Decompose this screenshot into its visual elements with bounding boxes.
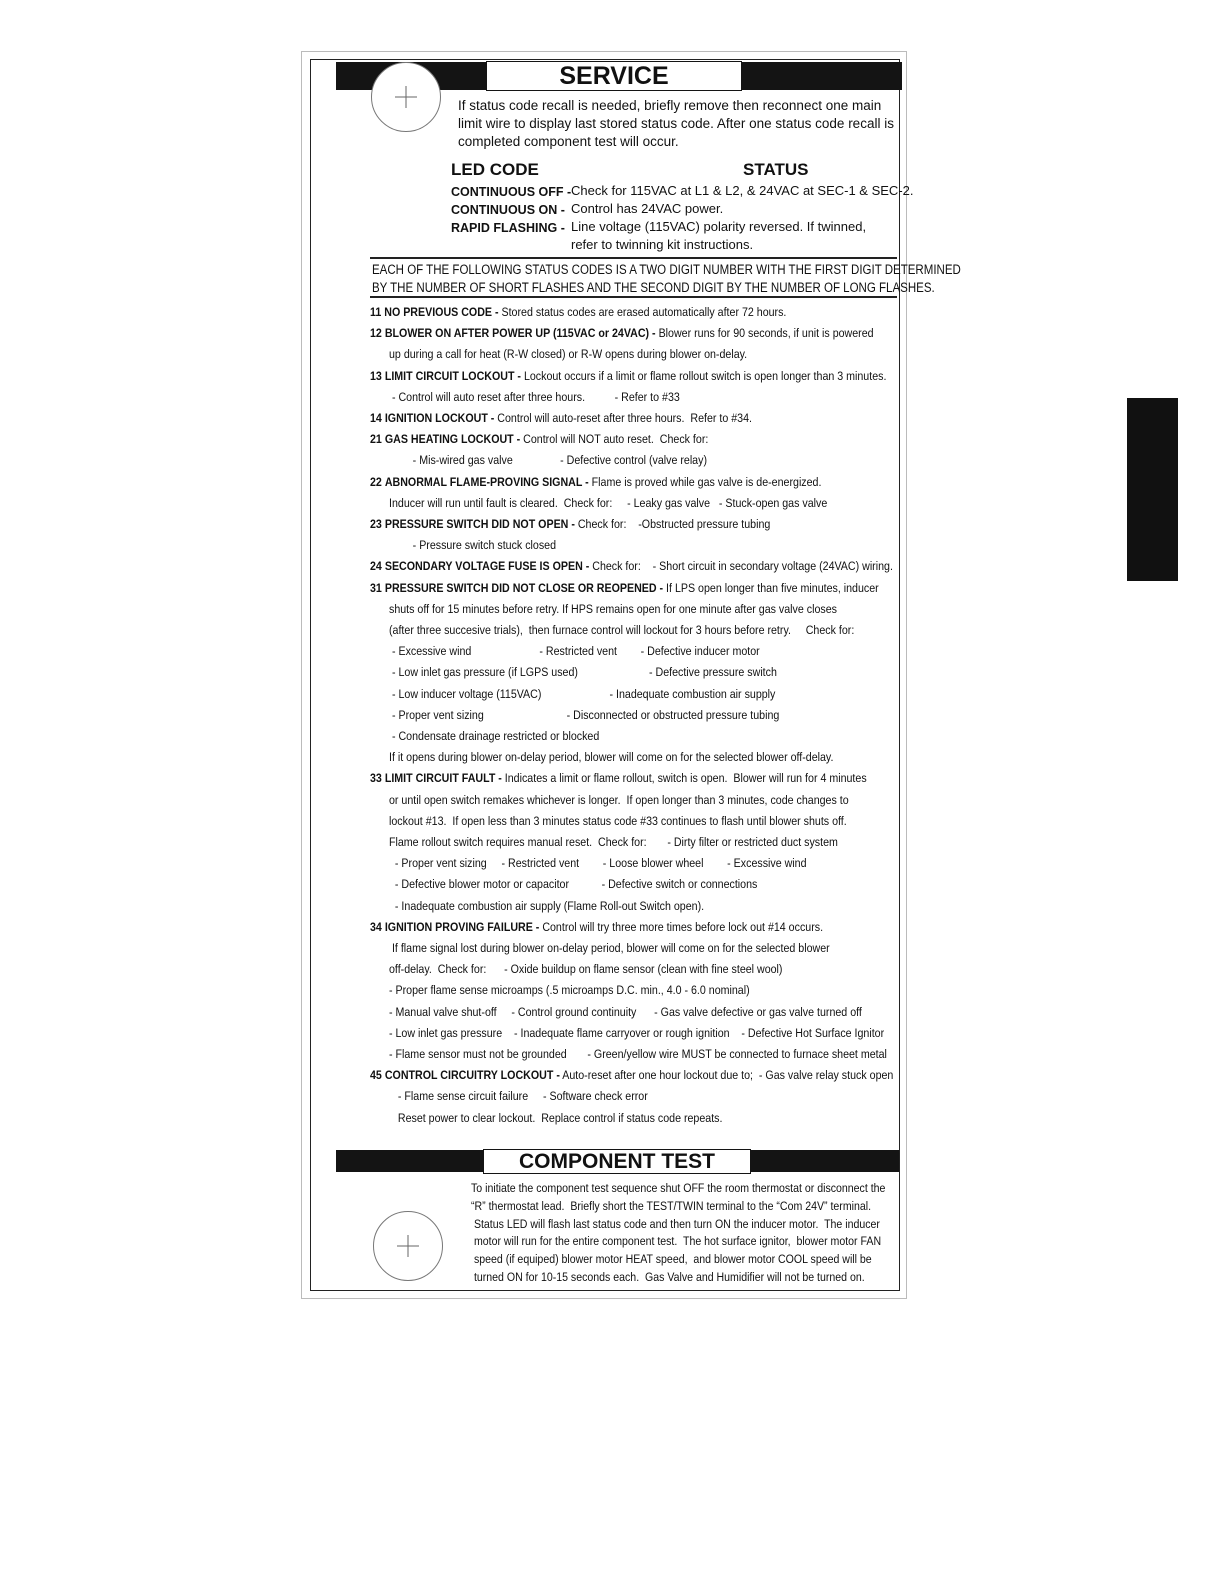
component-test-title: COMPONENT TEST [483,1149,751,1174]
status-code-description: Flame rollout switch requires manual reset. Check for: - Dirty filter or restricted duct system [389,835,838,849]
status-code-number: 11 [370,305,382,319]
status-code-number: 34 [370,919,382,934]
status-code-title: PRESSURE SWITCH DID NOT CLOSE OR REOPENED - [384,580,664,595]
component-test-line: speed (if equiped) blower motor HEAT speed, and blower motor COOL speed will be [471,1252,872,1267]
status-code-title: NO PREVIOUS CODE - [384,305,499,319]
status-code-line [389,834,838,850]
status-code-title: PRESSURE SWITCH DID NOT OPEN - [384,517,575,531]
status-code-line [389,1046,887,1062]
status-code-number: 21 [370,432,382,447]
status-code-description: Stored status codes are erased automatically after 72 hours. [498,305,787,319]
page-side-tab [1127,398,1178,581]
status-code-description: off-delay. Check for: - Oxide buildup on flame sensor (clean with fine steel wool) [389,962,783,977]
status-code-title: CONTROL CIRCUITRY LOCKOUT - [384,1068,560,1083]
led-code-header: LED CODE [451,160,539,179]
status-code-line [389,792,849,808]
status-code-line [389,707,779,723]
plus-v [406,86,407,108]
status-code-number: 14 [370,411,382,425]
divider [370,296,897,298]
status-code-description: - Low inducer voltage (115VAC) - Inadequate combustion air supply [389,686,776,701]
status-code-line [389,728,599,744]
status-header: STATUS [743,160,809,179]
status-code-description: or until open switch remakes whichever is longer. If open longer than 3 minutes, code changes to [389,792,849,807]
status-code-line [389,749,833,765]
status-code-line [389,982,750,998]
status-code-line [389,898,704,914]
status-code-number: 33 [370,771,382,786]
led-code: CONTINUOUS ON - [451,203,565,217]
status-code-description: - Low inlet gas pressure (if LGPS used) - Defective pressure switch [389,665,777,680]
status-code-description: Auto-reset after one hour lockout due to; - Gas valve relay stuck open [559,1068,894,1083]
status-code-line [389,855,807,871]
status-code-description: - Excessive wind - Restricted vent - Defective inducer motor [389,644,760,659]
status-code-line [389,622,854,638]
status-code-description: - Proper vent sizing - Restricted vent - Loose blower wheel - Excessive wind [389,856,807,871]
status-code-line [370,410,752,426]
status-code-description: Control will try three more times before lock out #14 occurs. [539,919,824,934]
led-status: refer to twinning kit instructions. [571,237,754,252]
status-code-description: (after three succesive trials), then furnace control will lockout for 3 hours before retry. Check for: [389,623,855,637]
status-code-line [389,346,747,362]
status-code-line [389,495,827,511]
status-code-description: - Proper vent sizing - Disconnected or obstructed pressure tubing [389,707,780,722]
status-code-description: - Flame sensor must not be grounded - Green/yellow wire MUST be connected to furnace sheet metal [389,1047,887,1061]
led-status: Control has 24VAC power. [571,201,724,216]
status-code-title: IGNITION PROVING FAILURE - [384,919,540,934]
explanation-line: BY THE NUMBER OF SHORT FLASHES AND THE SECOND DIGIT BY THE NUMBER OF LONG FLASHES. [372,280,935,295]
status-code-line [389,940,830,956]
plus-v [408,1235,409,1257]
component-test-line: Status LED will flash last status code and then turn ON the inducer motor. The inducer [471,1216,880,1231]
status-code-number: 12 [370,326,382,341]
status-code-number: 31 [370,580,382,595]
status-code-description: - Defective blower motor or capacitor - Defective switch or connections [389,877,758,892]
intro-line: If status code recall is needed, briefly remove then reconnect one main [458,98,882,113]
status-code-line [389,1110,722,1126]
led-code: RAPID FLASHING - [451,221,565,235]
status-code-title: GAS HEATING LOCKOUT - [384,432,521,447]
status-code-description: - Flame sense circuit failure - Software check error [389,1089,648,1104]
status-code-line [389,643,760,659]
status-code-line [370,558,893,574]
status-code-line [389,537,556,553]
component-test-line: turned ON for 10-15 seconds each. Gas Valve and Humidifier will not be turned on. [471,1270,865,1284]
status-code-line [370,516,770,532]
status-code-description: - Control will auto reset after three hours. - Refer to #33 [389,389,680,404]
status-code-description: Reset power to clear lockout. Replace control if status code repeats. [389,1110,723,1125]
component-test-line: motor will run for the entire component test. The hot surface ignitor, blower motor FAN [471,1234,882,1249]
status-code-description: Indicates a limit or flame rollout, switch is open. Blower will run for 4 minutes [501,771,867,786]
status-code-line [389,452,707,468]
led-code: CONTINUOUS OFF - [451,185,572,199]
led-status: Check for 115VAC at L1 & L2, & 24VAC at SEC-1 & SEC-2. [571,183,914,198]
status-code-description: If flame signal lost during blower on-delay period, blower will come on for the selected blower [389,941,830,955]
status-code-description: - Pressure switch stuck closed [389,538,557,553]
status-code-description: Control will auto-reset after three hours. Refer to #34. [494,411,753,425]
intro-line: limit wire to display last stored status code. After one status code recall is [458,116,894,131]
status-code-description: Lockout occurs if a limit or flame rollout switch is open longer than 3 minutes. [520,368,887,383]
status-code-line [389,1004,862,1020]
status-code-title: ABNORMAL FLAME-PROVING SIGNAL - [384,474,589,489]
status-code-line [370,770,867,786]
led-status: Line voltage (115VAC) polarity reversed. If twinned, [571,219,867,234]
status-code-line [370,325,874,341]
status-code-description: up during a call for heat (R-W closed) or R-W opens during blower on-delay. [389,347,748,362]
status-code-line [389,1088,648,1104]
status-code-description: - Low inlet gas pressure - Inadequate flame carryover or rough ignition - Defective Hot Surface Ignitor [389,1025,885,1040]
status-code-title: SECONDARY VOLTAGE FUSE IS OPEN - [384,559,590,574]
status-code-line [389,876,757,892]
status-code-line [389,664,777,680]
status-code-line [389,1025,884,1041]
status-code-line [389,961,782,977]
status-code-title: LIMIT CIRCUIT LOCKOUT - [384,368,521,383]
status-code-line [389,389,680,405]
status-code-number: 13 [370,368,382,383]
status-code-description: Check for: -Obstructed pressure tubing [574,517,771,531]
status-code-number: 23 [370,517,382,531]
status-code-description: - Proper flame sense microamps (.5 microamps D.C. min., 4.0 - 6.0 nominal) [389,983,750,998]
status-code-title: BLOWER ON AFTER POWER UP (115VAC or 24VAC) - [384,326,656,341]
status-code-line [370,368,886,384]
status-code-number: 45 [370,1068,382,1083]
status-code-description: Blower runs for 90 seconds, if unit is powered [655,326,874,341]
service-title: SERVICE [486,61,742,91]
status-code-description: Check for: - Short circuit in secondary voltage (24VAC) wiring. [589,559,893,574]
explanation-line: EACH OF THE FOLLOWING STATUS CODES IS A TWO DIGIT NUMBER WITH THE FIRST DIGIT DETERMINED [372,262,961,277]
status-code-description: Inducer will run until fault is cleared. Check for: - Leaky gas valve - Stuck-open gas valve [389,495,828,510]
test-terminal-circle [373,1211,443,1281]
divider [370,257,897,259]
status-code-line [370,919,823,935]
status-code-description: lockout #13. If open less than 3 minutes status code #33 continues to flash until blower shuts off. [389,813,847,828]
status-code-description: If it opens during blower on-delay period, blower will come on for the selected blower off-delay. [389,750,834,765]
status-code-description: Control will NOT auto reset. Check for: [520,432,709,447]
status-code-description: Flame is proved while gas valve is de-energized. [588,474,822,489]
status-code-number: 24 [370,559,382,574]
status-code-title: LIMIT CIRCUIT FAULT - [384,771,502,786]
status-code-title: IGNITION LOCKOUT - [384,411,495,425]
status-code-line [370,1067,893,1083]
led-window-circle [371,62,441,132]
intro-line: completed component test will occur. [458,134,679,149]
status-code-line [389,686,775,702]
status-code-line [370,431,708,447]
status-code-line [389,601,837,617]
status-code-description: - Manual valve shut-off - Control ground continuity - Gas valve defective or gas valve turned off [389,1004,862,1019]
status-code-description: - Mis-wired gas valve - Defective control (valve relay) [389,453,707,468]
component-test-line: “R” thermostat lead. Briefly short the TEST/TWIN terminal to the “Com 24V” terminal. [471,1198,872,1213]
status-code-line [370,580,879,596]
component-test-line: To initiate the component test sequence shut OFF the room thermostat or disconnect the [471,1181,886,1195]
status-code-description: shuts off for 15 minutes before retry. If HPS remains open for one minute after gas valve closes [389,601,837,616]
status-code-description: - Inadequate combustion air supply (Flame Roll-out Switch open). [389,898,705,913]
status-code-description: If LPS open longer than five minutes, inducer [663,580,879,595]
status-code-line [389,813,847,829]
status-code-number: 22 [370,474,382,489]
status-code-line [370,474,821,490]
status-code-description: - Condensate drainage restricted or blocked [389,729,600,743]
status-code-line [370,304,786,320]
